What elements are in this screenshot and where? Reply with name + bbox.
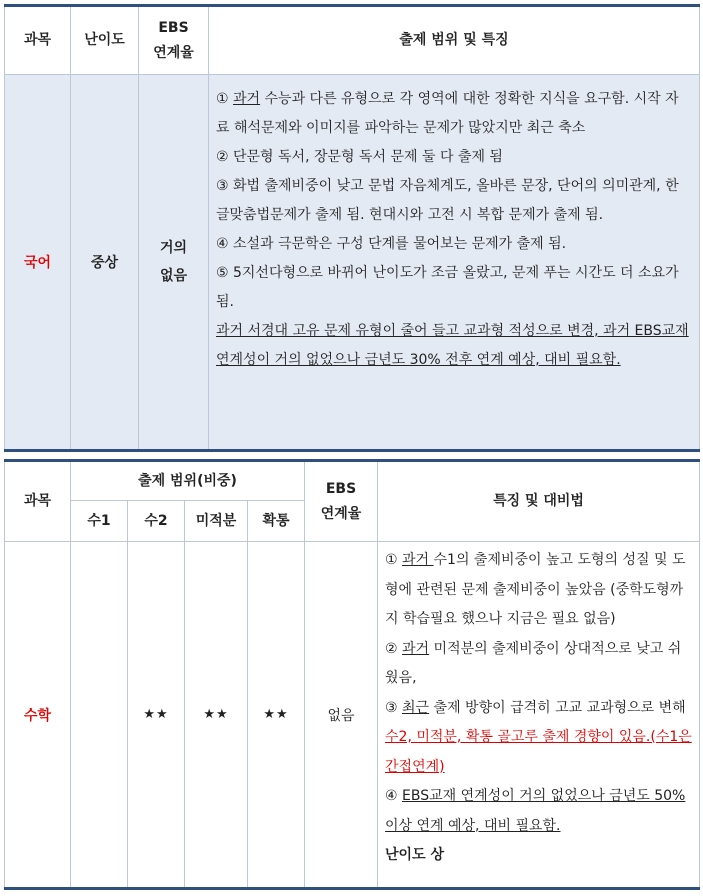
- math-item-3: ③ 최근 출제 방향이 급격히 고교 교과형으로 변해 수2, 미적분, 확통 골고루 출제 경향이 있음.(수1은 간접연계): [385, 699, 692, 775]
- math-header-features: 특징 및 대비법: [378, 461, 700, 542]
- prob-weight: ★★: [248, 542, 305, 889]
- korean-table: [4, 4, 700, 452]
- header-ebs: [139, 6, 209, 75]
- korean-item-5: ⑤ 5지선다형으로 바뀌어 난이도가 조금 올랐고, 문제 푸는 시간도 더 소요가 됨.: [216, 265, 679, 310]
- math-header-su2: 수2: [128, 501, 185, 542]
- korean-description: [209, 75, 700, 451]
- math-table: [4, 459, 700, 890]
- difficulty-value: 중상: [71, 75, 139, 451]
- korean-item-1: ① 과거 수능과 다른 유형으로 각 영역에 대한 정확한 지식을 요구함. 시작 자료 해석문제와 이미지를 파악하는 문제가 많았지만 최근 축소: [216, 91, 679, 136]
- math-header-ebs-line1: EBS: [325, 480, 357, 497]
- math-ebs-value: 없음: [305, 542, 378, 889]
- math-header-ebs: [305, 461, 378, 542]
- su1-weight: [71, 542, 128, 889]
- math-level: 난이도 상: [385, 847, 444, 863]
- ebs-value: [139, 75, 209, 451]
- korean-item-4: ④ 소설과 극문학은 구성 단계를 물어보는 문제가 출제 됨.: [216, 236, 567, 252]
- header-difficulty: 난이도: [71, 6, 139, 75]
- math-item-2: ② 과거 미적분의 출제비중이 상대적으로 낮고 쉬웠음,: [385, 640, 682, 686]
- math-header-prob: 확통: [248, 501, 305, 542]
- ebs-value-line1: 거의: [159, 240, 188, 256]
- math-item-4: ④ EBS교재 연계성이 거의 없었으나 금년도 50% 이상 연계 예상, 대비 필요함.: [385, 788, 686, 834]
- math-header-calc: 미적분: [185, 501, 248, 542]
- header-scope: 출제 범위 및 특징: [209, 6, 700, 75]
- math-description: [378, 542, 700, 889]
- header-ebs-line2: 연계율: [153, 44, 194, 61]
- math-header-su1: 수1: [71, 501, 128, 542]
- math-header-scope: 출제 범위(비중): [71, 461, 305, 501]
- header-ebs-line1: EBS: [158, 19, 189, 36]
- su2-weight: ★★: [128, 542, 185, 889]
- subject-korean: 국어: [5, 75, 71, 451]
- ebs-value-line2: 없음: [159, 268, 188, 284]
- korean-item-3: ③ 화법 출제비중이 낮고 문법 자음체계도, 올바른 문장, 단어의 의미관계, 한글맞춤법문제가 출제 됨. 현대시와 고전 시 복합 문제가 출제 됨.: [216, 178, 679, 223]
- korean-note: 과거 서경대 고유 문제 유형이 줄어 들고 교과형 적성으로 변경, 과거 EBS교재 연계성이 거의 없었으나 금년도 30% 전후 연계 예상, 대비 필요함.: [216, 323, 689, 368]
- korean-item-2: ② 단문형 독서, 장문형 독서 문제 둘 다 출제 됨: [216, 149, 503, 165]
- math-header-ebs-line2: 연계율: [320, 505, 362, 522]
- header-subject: 과목: [5, 6, 71, 75]
- math-item-1: ① 과거 수1의 출제비중이 높고 도형의 성질 및 도형에 관련된 문제 출제비중이 높았음 (중학도형까지 학습필요 했으나 지금은 필요 없음): [385, 552, 686, 627]
- subject-math: 수학: [5, 542, 71, 889]
- calc-weight: ★★: [185, 542, 248, 889]
- math-header-subject: 과목: [5, 461, 71, 542]
